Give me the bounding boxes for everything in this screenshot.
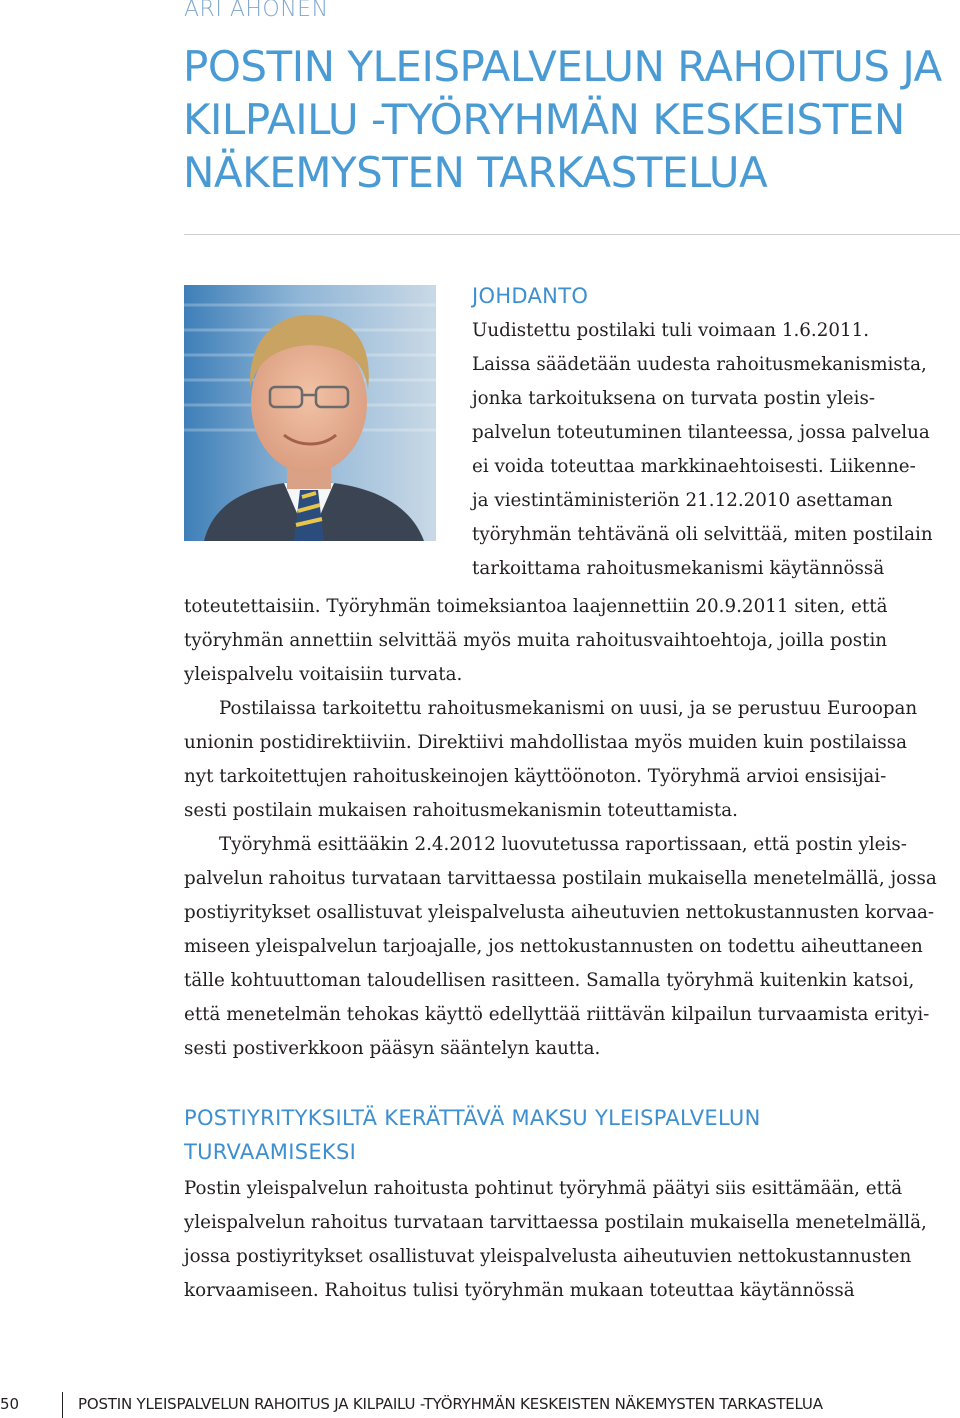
intro-paragraph — [472, 314, 933, 586]
text-line: Uudistettu postilaki tuli voimaan 1.6.2011. — [472, 320, 870, 341]
text-line: yleispalvelu voitaisiin turvata. — [184, 664, 463, 685]
article-title — [183, 40, 953, 199]
text-line: jonka tarkoituksena on turvata postin yleis- — [472, 388, 876, 409]
title-line: NÄKEMYSTEN TARKASTELUA — [183, 148, 768, 197]
running-footer: POSTIN YLEISPALVELUN RAHOITUS JA KILPAILU -TYÖRYHMÄN KESKEISTEN NÄKEMYSTEN TARKASTELUA — [78, 1395, 823, 1413]
text-line: toteutettaisiin. Työryhmän toimeksiantoa laajennettiin 20.9.2011 siten, että — [184, 596, 888, 617]
text-line: sesti postiverkkoon pääsyn sääntelyn kautta. — [184, 1038, 601, 1059]
intro-heading: JOHDANTO — [472, 284, 589, 308]
author-portrait — [184, 285, 436, 541]
text-line: Laissa säädetään uudesta rahoitusmekanismista, — [472, 354, 927, 375]
text-line: tarkoittama rahoitusmekanismi käytännössä — [472, 558, 885, 579]
text-line: sesti postilain mukaisen rahoitusmekanismin toteuttamista. — [184, 800, 738, 821]
text-line: ja viestintäministeriön 21.12.2010 asettaman — [472, 490, 893, 511]
portrait-photo — [184, 285, 436, 541]
text-line: palvelun toteutuminen tilanteessa, jossa palvelua — [472, 422, 930, 443]
section-heading — [184, 1101, 884, 1169]
text-line: tälle kohtuuttoman taloudellisen rasitteen. Samalla työryhmä kuitenkin katsoi, — [184, 970, 915, 991]
body-text — [184, 590, 937, 1066]
title-line: KILPAILU -TYÖRYHMÄN KESKEISTEN — [183, 95, 905, 144]
text-line: korvaamiseen. Rahoitus tulisi työryhmän mukaan toteuttaa käytännössä — [184, 1280, 855, 1301]
text-line: unionin postidirektiiviin. Direktiivi mahdollistaa myös muiden kuin postilaissa — [184, 732, 908, 753]
text-line: postiyritykset osallistuvat yleispalvelusta aiheutuvien nettokustannusten korvaa- — [184, 902, 935, 923]
section-paragraph — [184, 1172, 927, 1308]
text-line: ei voida toteuttaa markkinaehtoisesti. Liikenne- — [472, 456, 916, 477]
page-number: 50 — [0, 1395, 20, 1413]
heading-line: TURVAAMISEKSI — [184, 1140, 357, 1164]
text-line: palvelun rahoitus turvataan tarvittaessa postilain mukaisella menetelmällä, jossa — [184, 868, 937, 889]
text-line: jossa postiyritykset osallistuvat yleispalvelusta aiheutuvien nettokustannusten — [184, 1246, 912, 1267]
text-line: että menetelmän tehokas käyttö edellyttää riittävän kilpailun turvaamista erityi- — [184, 1004, 930, 1025]
text-line: Postilaissa tarkoitettu rahoitusmekanismi on uusi, ja se perustuu Euroopan — [219, 698, 918, 719]
text-line: Postin yleispalvelun rahoitusta pohtinut työryhmä päätyi siis esittämään, että — [184, 1178, 903, 1199]
text-line: nyt tarkoitettujen rahoituskeinojen käyttöönoton. Työryhmä arvioi ensisijai- — [184, 766, 887, 787]
text-line: työryhmän tehtävänä oli selvittää, miten postilain — [472, 524, 933, 545]
text-line: työryhmän annettiin selvittää myös muita rahoitusvaihtoehtoja, joilla postin — [184, 630, 888, 651]
title-divider — [184, 234, 960, 235]
title-line: POSTIN YLEISPALVELUN RAHOITUS JA — [183, 42, 942, 91]
footer-divider — [62, 1392, 63, 1418]
text-line: yleispalvelun rahoitus turvataan tarvittaessa postilain mukaisella menetelmällä, — [184, 1212, 927, 1233]
author-name: ARI AHONEN — [184, 0, 329, 22]
text-line: miseen yleispalvelun tarjoajalle, jos nettokustannusten on todettu aiheuttaneen — [184, 936, 923, 957]
text-line: Työryhmä esittääkin 2.4.2012 luovutetussa raportissaan, että postin yleis- — [219, 834, 907, 855]
heading-line: POSTIYRITYKSILTÄ KERÄTTÄVÄ MAKSU YLEISPALVELUN — [184, 1106, 761, 1130]
